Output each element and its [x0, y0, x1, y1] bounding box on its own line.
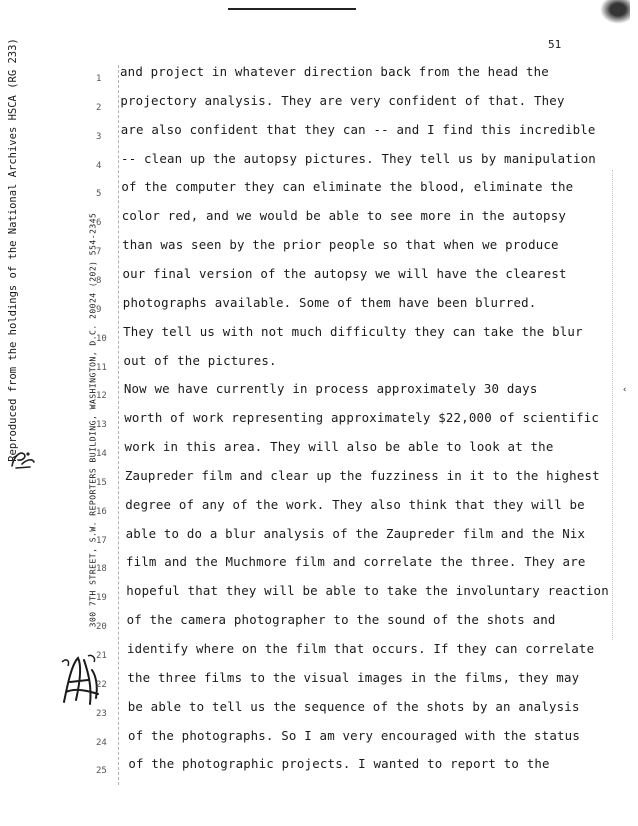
line-number: 24 [96, 737, 107, 748]
line-number: 25 [96, 766, 107, 777]
line-number: 15 [96, 477, 107, 488]
line-number: 23 [96, 708, 107, 719]
top-rule [228, 8, 356, 10]
line-number: 1 [96, 74, 102, 84]
line-number: 11 [96, 362, 107, 373]
line-number: 7 [96, 247, 102, 258]
transcript-line: are also confident that they can -- and I find this incredible [120, 121, 596, 137]
transcript-line: our final version of the autopsy we will have the clearest [122, 265, 567, 281]
archive-note-text: Reproduced from the holdings of the National Archives HSCA (RG 233) [7, 38, 19, 462]
page-number: 51 [548, 38, 562, 51]
line-number: 21 [96, 651, 107, 661]
transcript-line: of the photographs. So I am very encouraged with the status [128, 727, 580, 743]
line-number: 20 [96, 622, 107, 633]
transcript-line: projectory analysis. They are very confident of that. They [120, 92, 565, 108]
corner-punch-mark [600, 0, 630, 24]
transcript-line: and project in whatever direction back from the head the [120, 64, 549, 79]
transcript-line: the three films to the visual images in the films, they may [127, 669, 580, 685]
transcript-line: able to do a blur analysis of the Zaupreder film and the Nix [125, 525, 586, 541]
transcript-line: than was seen by the prior people so that when we produce [122, 237, 559, 253]
transcript-line: work in this area. They will also be able to look at the [124, 439, 554, 455]
line-number: 19 [96, 593, 107, 604]
line-number: 3 [96, 131, 102, 142]
line-number: 10 [96, 333, 107, 344]
edge-mark: ‹ [622, 385, 628, 395]
transcript-line: -- clean up the autopsy pictures. They tell us by manipulation [121, 150, 596, 166]
transcript-line: hopeful that they will be able to take the involuntary reaction [126, 583, 609, 599]
transcript-line: of the camera photographer to the sound of the shots and [126, 612, 556, 628]
transcript-line: of the photographic projects. I wanted to report to the [128, 756, 550, 772]
transcript-line: photographs available. Some of them have been blurred. [122, 294, 537, 310]
transcript-line: Zaupreder film and clear up the fuzziness in it to the highest [124, 467, 600, 483]
transcript-line: be able to tell us the sequence of the shots by an analysis [127, 698, 580, 714]
transcript-line: out of the pictures. [123, 352, 277, 368]
archive-note-vertical [2, 30, 24, 470]
transcript-line: degree of any of the work. They also think that they will be [125, 496, 585, 512]
transcript-line: color red, and we would be able to see more in the autopsy [121, 208, 567, 224]
seal-icon [8, 448, 38, 470]
line-number: 16 [96, 506, 107, 517]
transcript-line: Now we have currently in process approximately 30 days [123, 381, 538, 397]
right-margin-rule [612, 170, 614, 640]
line-number: 8 [96, 275, 102, 286]
transcript-line: They tell us with not much difficulty they can take the blur [123, 323, 583, 339]
line-number: 13 [96, 420, 107, 431]
transcript-line: identify where on the film that occurs. If they can correlate [127, 641, 595, 656]
line-number: 2 [96, 102, 102, 113]
line-number: 22 [96, 679, 107, 690]
transcript-line: of the computer they can eliminate the blood, eliminate the [121, 179, 574, 195]
line-number: 12 [96, 391, 107, 402]
line-number: 14 [96, 449, 107, 460]
line-number: 4 [96, 160, 102, 171]
transcript-line: film and the Muchmore film and correlate the three. They are [125, 554, 586, 570]
line-number: 9 [96, 304, 102, 315]
reporter-address-text: 300 7TH STREET, S.W. REPORTERS BUILDING, WASHINGTON, D.C. 20024 (202) 554-2345 [88, 212, 98, 628]
line-number: 17 [96, 535, 107, 546]
line-number: 18 [96, 564, 107, 575]
line-number: 6 [96, 218, 102, 229]
line-number: 5 [96, 189, 102, 200]
transcript-line: worth of work representing approximately $22,000 of scientific [124, 410, 600, 426]
left-margin-rule [118, 65, 120, 785]
